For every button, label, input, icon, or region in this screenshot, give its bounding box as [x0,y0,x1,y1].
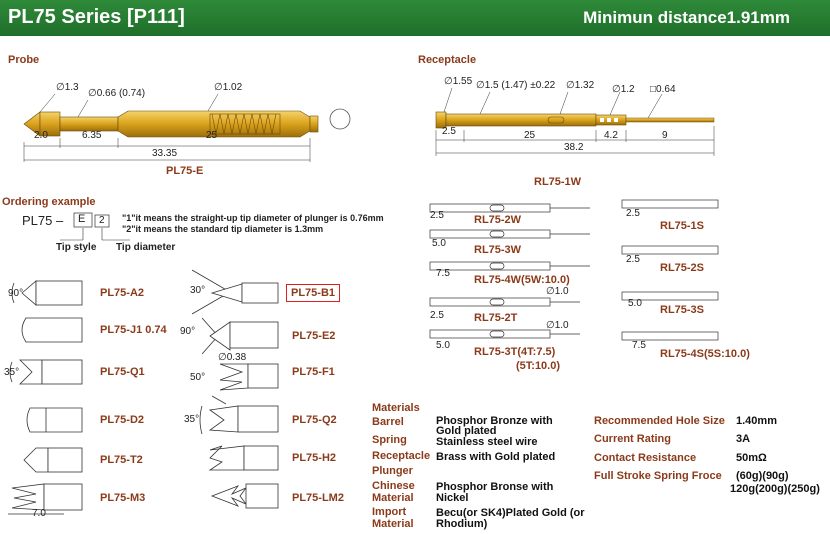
tip-lm2-label: PL75-LM2 [292,492,344,504]
rl4s-label: RL75-4S(5S:10.0) [660,348,750,360]
spec-contact-value: 50mΩ [736,452,767,464]
spec-hole-value: 1.40mm [736,415,777,427]
receptacle-dim-total: 38.2 [564,142,584,153]
materials-title: Materials [372,402,420,414]
spec-force-value-2: 120g(200g)(250g) [730,483,820,495]
ordering-code-prefix: PL75 – [22,213,64,228]
tip-j1-sketch [22,318,82,342]
spec-current-key: Current Rating [594,433,671,445]
rl2t-dia: ∅1.0 [546,286,569,297]
rl4w-dim: 7.5 [436,268,450,279]
spec-hole-key: Recommended Hole Size [594,415,725,427]
material-spring-key: Spring [372,434,407,446]
receptacle-dim-l3: 4.2 [604,130,618,141]
tip-d2-sketch [27,408,82,432]
tip-q1-sketch [10,360,82,384]
tip-h2-label: PL75-H2 [292,452,337,464]
tip-e2-label: PL75-E2 [292,330,336,342]
receptacle-dim-d1: ∅1.55 [444,76,473,87]
tip-m3-dim: 7.0 [32,508,46,519]
tip-f1-sketch [220,364,278,390]
spec-current-value: 3A [736,433,751,445]
tip-f1-dia: ∅0.38 [218,352,247,363]
ordering-tip-style: Tip style [56,242,97,253]
material-import-value: Becu(or SK4)Plated Gold (or Rhodium) [436,507,585,530]
rl2t-dim: 2.5 [430,310,444,321]
spec-contact-key: Contact Resistance [594,452,697,464]
rl3t-dia: ∅1.0 [546,320,569,331]
probe-dim-d1: ∅1.3 [56,82,79,93]
tip-q1-label: PL75-Q1 [100,366,145,378]
ordering-code-box2: 2 [99,215,105,226]
tip-b1-angle: 30° [190,285,206,296]
tip-f1-angle: 50° [190,372,206,383]
rl3s-label: RL75-3S [660,304,705,316]
tip-d2-label: PL75-D2 [100,414,145,426]
material-import-key: Import Material [372,506,414,530]
probe-model: PL75-E [166,165,204,177]
tip-q2-label: PL75-Q2 [292,414,337,426]
tip-q1-angle: 35° [4,367,20,378]
receptacle-model: RL75-1W [534,176,582,188]
tip-a2-label: PL75-A2 [100,287,145,299]
ordering-title: Ordering example [2,196,96,208]
tip-b1-label: PL75-B1 [286,284,340,302]
probe-section-title: Probe [8,54,40,66]
material-receptacle-key: Receptacle [372,450,431,462]
probe-dim-d2: ∅0.66 (0.74) [88,88,146,99]
receptacle-dim-d4: ∅1.2 [612,84,635,95]
spec-force-value-1: (60g)(90g) [736,470,789,482]
rl3w-label: RL75-3W [474,244,522,256]
probe-drawing [24,94,350,162]
material-barrel-value: Phosphor Bronze with Gold plated [436,415,553,437]
rl3t-sub: (5T:10.0) [516,360,561,372]
rl2t-label: RL75-2T [474,312,518,324]
rl3t-dim: 5.0 [436,340,450,351]
tip-lm2-sketch [212,484,278,508]
material-spring-value: Stainless steel wire [436,436,538,448]
rl3s-dim: 5.0 [628,298,642,309]
tip-a2-angle: 90° [8,288,24,299]
tip-e2-sketch [202,318,278,354]
receptacle-section-title: Receptacle [418,54,477,66]
tip-f1-label: PL75-F1 [292,366,335,378]
material-barrel-key: Barrel [372,416,404,428]
page-title: PL75 Series [P111] [8,6,185,28]
ordering-note-2: "2"it means the standard tip diameter is 1.3mm [122,224,324,234]
tip-m3-label: PL75-M3 [100,492,146,504]
tip-j1-label: PL75-J1 0.74 [100,324,167,336]
rl1s-label: RL75-1S [660,220,705,232]
probe-dim-l1: 2.0 [34,130,48,141]
rl4w-label: RL75-4W(5W:10.0) [474,274,570,286]
tip-h2-sketch [210,446,278,470]
material-plunger-key: Plunger [372,465,413,477]
material-receptacle-value: Brass with Gold plated [436,451,556,463]
probe-dim-total: 33.35 [152,148,178,159]
rl2s-label: RL75-2S [660,262,705,274]
receptacle-dim-l4: 9 [662,130,668,141]
tip-t2-label: PL75-T2 [100,454,143,466]
rl2w-dim: 2.5 [430,210,444,221]
probe-dim-l3: 25 [206,130,218,141]
receptacle-dim-d2: ∅1.5 (1.47) ±0.22 [476,80,556,91]
material-chinese-key: Chinese Material [372,480,415,504]
rl4s-dim: 7.5 [632,340,646,351]
tip-e2-angle: 90° [180,326,196,337]
receptacle-dim-d3: ∅1.32 [566,80,595,91]
material-chinese-value: Phosphor Bronse with Nickel [436,481,554,504]
rl3w-dim: 5.0 [432,238,446,249]
receptacle-dim-sq: □0.64 [650,84,676,95]
min-distance-label: Minimun distance1.91mm [583,8,790,27]
rl2s-dim: 2.5 [626,254,640,265]
ordering-code-box1: E [78,213,86,225]
tip-q2-sketch [200,396,278,434]
probe-dim-d3: ∅1.02 [214,82,243,93]
rl3t-label: RL75-3T(4T:7.5) [474,346,556,358]
ordering-tip-diameter: Tip diameter [116,242,176,253]
rl2w-label: RL75-2W [474,214,522,226]
rl1s-dim: 2.5 [626,208,640,219]
tip-t2-sketch [24,448,82,472]
tip-q2-angle: 35° [184,414,200,425]
receptacle-dim-l1: 2.5 [442,126,456,137]
spec-force-key: Full Stroke Spring Froce [594,470,722,482]
probe-dim-l2: 6.35 [82,130,102,141]
ordering-note-1: "1"it means the straight-up tip diameter of plunger is 0.76mm [122,213,384,223]
receptacle-dim-l2: 25 [524,130,536,141]
